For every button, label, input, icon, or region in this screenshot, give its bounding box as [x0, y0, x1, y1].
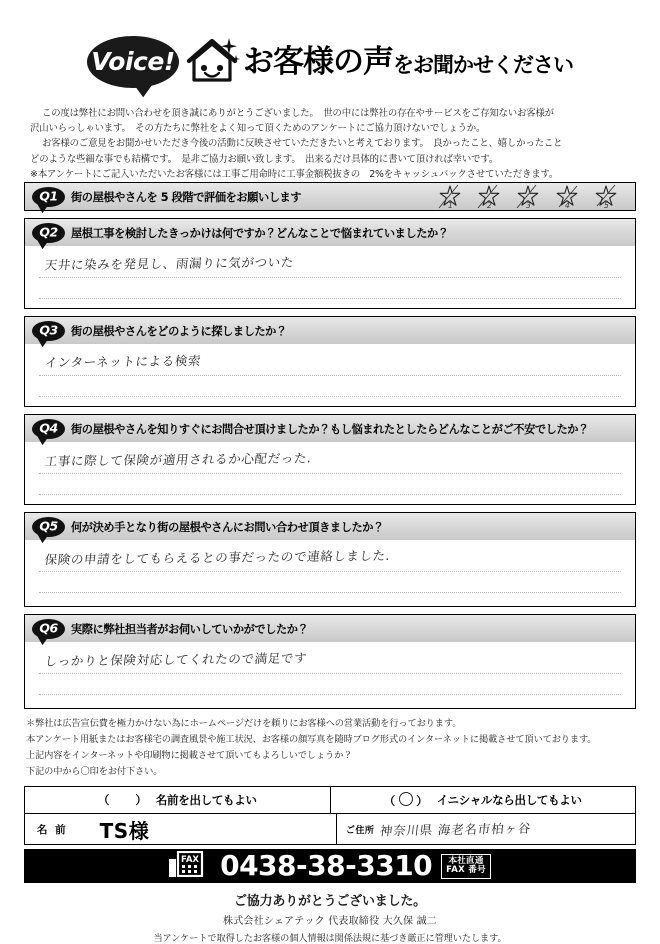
rating-star-2[interactable] — [476, 184, 502, 209]
answer-text-q6: しっかりと保険対応してくれたので満足です — [43, 650, 308, 669]
question-header-q3 — [25, 317, 635, 344]
question-text-q3: 街の屋根やさんをどのように探しましたか？ — [71, 324, 287, 338]
note-line-1: ＊弊社は広告宣伝費を極力かけない為にホームページだけを頼りにお客様への営業活動を行っております。 — [26, 718, 462, 730]
fax-number: 0438-38-3310 — [220, 849, 433, 883]
rating-stars-group[interactable] — [437, 184, 635, 209]
rating-star-5[interactable] — [593, 184, 619, 209]
answer-text-q2: 天井に染みを発見し、雨漏りに気がついた — [43, 254, 295, 273]
writing-rule — [39, 375, 621, 376]
question-badge-label: Q3 — [39, 322, 58, 338]
writing-rule — [39, 396, 621, 397]
headline-suffix: をお聞かせください — [393, 52, 573, 77]
thanks-message: ご協力ありがとうございました。 — [233, 894, 426, 910]
fax-tag-line-1: 本社直通 — [448, 855, 484, 866]
consent-option-full-name-label: 名前を出してもよい — [155, 793, 257, 808]
answer-text-q4: 工事に際して保険が適用されるか心配だった. — [43, 450, 313, 469]
name-value: TS様 — [99, 818, 150, 843]
disclaimer-notes — [26, 716, 636, 779]
name-label: 名 前 — [37, 823, 68, 836]
question-badge-label: Q4 — [39, 420, 58, 436]
answer-area-q5[interactable] — [25, 540, 635, 606]
page-footer — [0, 890, 660, 944]
consent-option-full-name[interactable] — [25, 787, 330, 813]
answer-area-q6[interactable] — [25, 642, 635, 708]
company-line: 株式会社シェアテック 代表取締役 大久保 誠二 — [223, 916, 437, 928]
intro-line-3: お客様のご意見をお聞かせいただき今後の活動に反映させていただきたいと考えております。 良かったこと、嬉しかったこと — [42, 138, 563, 150]
page-title — [243, 43, 573, 80]
house-smiley-icon — [184, 35, 240, 89]
question-text-q5: 何が決め手となり街の屋根やさんにお問い合わせ頂きましたか？ — [71, 520, 384, 534]
question-text-q1: 街の屋根やさんを 5 段階で評価をお願いします — [71, 190, 302, 204]
rating-star-label-1: 1 — [448, 201, 453, 211]
question-block-q1 — [24, 182, 636, 211]
question-badge-q6 — [32, 619, 65, 639]
rating-star-label-3: 3 — [526, 201, 531, 211]
rating-star-4[interactable] — [554, 184, 580, 209]
consent-table — [24, 786, 636, 845]
question-text-q6: 実際に弊社担当者がお伺いしていかがでしたか？ — [71, 622, 309, 636]
question-badge-label: Q2 — [39, 224, 58, 240]
writing-rule — [39, 571, 621, 572]
questions-section — [24, 182, 636, 709]
address-label: ご住所 — [345, 825, 375, 836]
consent-checkbox-full-name[interactable]: （ ） — [97, 793, 148, 808]
writing-rule — [39, 494, 621, 495]
writing-rule — [39, 298, 621, 299]
name-field[interactable] — [25, 814, 337, 844]
question-header-q6 — [25, 615, 635, 642]
question-badge-q3 — [32, 321, 65, 341]
intro-line-2: 沢山いらっしゃいます。 その方たちに弊社をよく知って頂くためのアンケートにご協力頂けないでしょうか。 — [30, 123, 486, 135]
question-block-q6 — [24, 614, 636, 709]
consent-option-initials-label: イニシャルなら出してもよい — [436, 793, 582, 808]
voice-label: Voice! — [91, 46, 175, 76]
intro-line-1: この度は弊社にお問い合わせを頂き誠にありがとうございました。 世の中には弊社の存在やサービスをご存知ないお客様が — [42, 108, 554, 119]
question-header-q2 — [25, 219, 635, 246]
note-line-3: 上記内容をインターネットや印刷物に掲載させて頂いてもよろしいでしょうか？ — [26, 749, 353, 761]
rating-star-label-2: 2 — [487, 201, 492, 211]
question-header-q5 — [25, 513, 635, 540]
fax-machine-icon — [169, 851, 211, 881]
question-text-q4: 街の屋根やさんを知りすぐにお問合せ頂けましたか？もし悩まれたとしたらどんなことがご不安でしたか？ — [71, 422, 589, 436]
answer-area-q2[interactable] — [25, 246, 635, 308]
question-badge-label: Q6 — [39, 620, 58, 636]
rating-star-label-5: 5 — [604, 201, 609, 211]
note-line-2: 本アンケート用紙またはお客様宅の調査風景や施工状況、お客様の顔写真を随時ブログ形式のインターネットに掲載させて頂いております。 — [26, 734, 597, 745]
fax-tag — [441, 854, 491, 880]
question-block-q3 — [24, 316, 636, 407]
writing-rule — [39, 673, 621, 674]
intro-line-4: どのような些細な事でも結構です。 是非ご協力お願い致します。 出来るだけ具体的に書いて頂ければ幸いです。 — [30, 153, 499, 165]
question-header-q1 — [25, 183, 635, 210]
circle-mark-icon — [399, 792, 413, 806]
intro-line-5: ※本アンケートにご記入いただいたお客様には工事ご用命時に工事金額税抜きの 2%をキャッシュバックさせていただきます。 — [30, 168, 559, 180]
writing-rule — [39, 473, 621, 474]
question-block-q5 — [24, 512, 636, 607]
question-badge-q2 — [32, 223, 65, 243]
address-field[interactable] — [337, 814, 635, 844]
question-badge-q4 — [32, 419, 65, 439]
intro-paragraph — [30, 106, 638, 182]
consent-option-initials[interactable] — [330, 787, 636, 813]
answer-area-q3[interactable] — [25, 344, 635, 406]
fax-tag-line-2: FAX 番号 — [446, 865, 486, 876]
writing-rule — [39, 592, 621, 593]
rating-star-label-4: 4 — [565, 201, 570, 211]
note-line-4: 下記の中から〇印をお付下さい。 — [26, 765, 163, 777]
answer-text-q3: インターネットによる検索 — [44, 353, 202, 371]
question-badge-label: Q5 — [39, 518, 58, 534]
question-header-q4 — [25, 415, 635, 442]
question-badge-label: Q1 — [39, 188, 58, 204]
question-block-q2 — [24, 218, 636, 309]
customer-info-row — [25, 813, 635, 844]
rating-star-3[interactable] — [515, 184, 541, 209]
privacy-notice: 当アンケートで取得したお客様の個人情報は関係法規に基づき厳正に管理いたします。 — [153, 933, 507, 944]
question-block-q4 — [24, 414, 636, 505]
rating-star-1[interactable] — [437, 184, 463, 209]
consent-checkbox-initials[interactable]: （ ） — [383, 793, 429, 808]
question-badge-q1 — [32, 187, 65, 207]
writing-rule — [39, 277, 621, 278]
question-badge-q5 — [32, 517, 65, 537]
question-text-q2: 屋根工事を検討したきっかけは何ですか？どんなことで悩まれていましたか？ — [71, 226, 449, 240]
consent-options-row — [25, 787, 635, 813]
svg-text:FAX: FAX — [181, 855, 200, 866]
answer-text-q5: 保険の申請をしてもらえるとの事だったので連絡しました. — [43, 548, 392, 568]
writing-rule — [39, 694, 621, 695]
fax-banner — [24, 849, 636, 883]
voice-speech-bubble — [87, 36, 179, 88]
headline-main: お客様の声 — [243, 43, 393, 80]
page-header — [0, 0, 660, 98]
answer-area-q4[interactable] — [25, 442, 635, 504]
address-value: 神奈川県 海老名市柏ヶ谷 — [379, 821, 533, 839]
